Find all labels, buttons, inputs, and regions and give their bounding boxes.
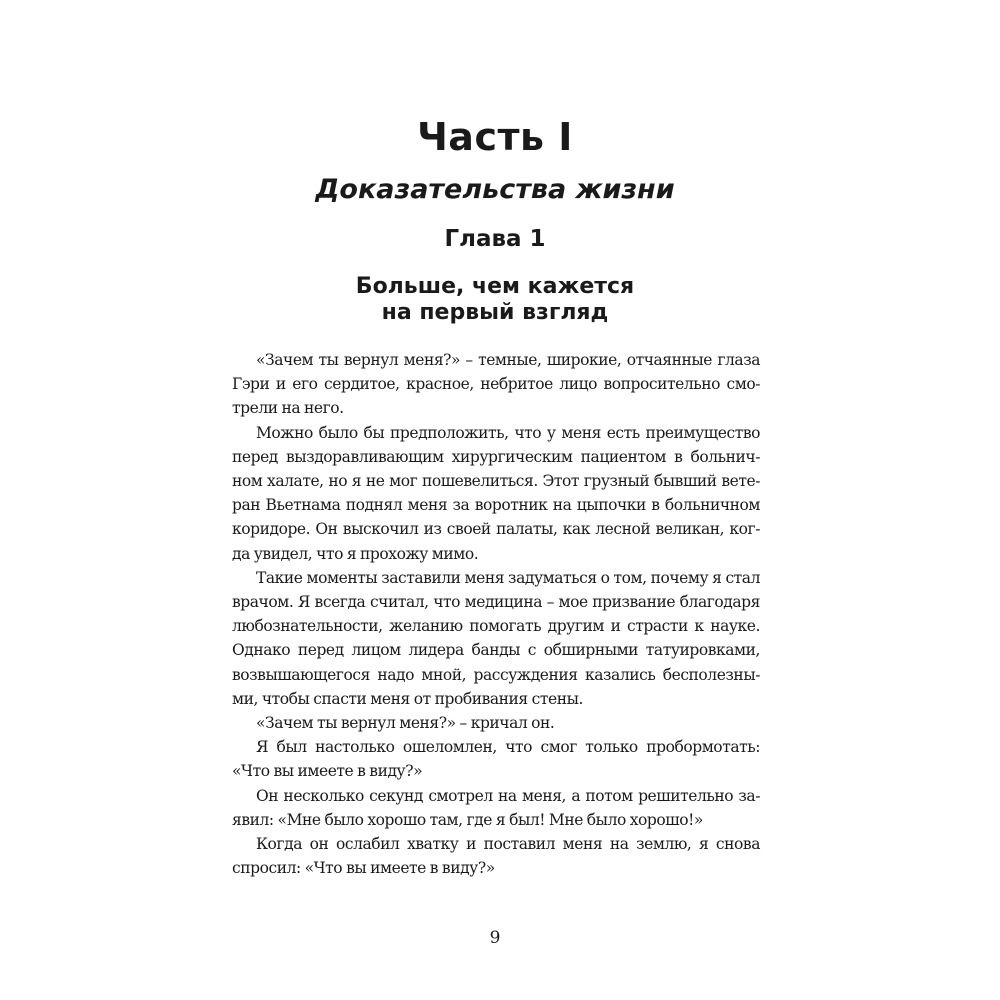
page-number: 9 [489, 928, 501, 948]
paragraph [232, 421, 760, 566]
paragraph [232, 735, 760, 783]
text-line: трели на него. [232, 399, 344, 418]
text-line: перед выздоравливающим хирургическим пациентом в больнич- [232, 447, 760, 466]
chapter-number: Глава 1 [444, 226, 546, 252]
text-line: возвышающегося надо мной, рассуждения казались бесполезны- [232, 665, 760, 684]
text-line: «Зачем ты вернул меня?» – темные, широкие, отчаянные глаза [256, 351, 760, 369]
body-text [232, 348, 760, 880]
paragraph [232, 711, 760, 735]
chapter-title [0, 274, 990, 326]
part-subtitle: Доказательства жизни [315, 174, 675, 205]
text-line: Когда он ослабил хватку и поставил меня на землю, я снова [256, 835, 760, 854]
paragraph [232, 784, 760, 832]
text-line: ран Вьетнама поднял меня за воротник на цыпочки в больничном [232, 496, 760, 515]
text-line: да увидел, что я прохожу мимо. [232, 544, 479, 563]
text-line: спросил: «Что вы имеете в виду?» [232, 859, 495, 878]
part-title: Часть I [417, 115, 573, 159]
text-line: любознательности, желанию помогать другим и страсти к науке. [232, 617, 760, 636]
text-line: Однако перед лицом лидера банды с обширными татуировками, [232, 641, 760, 660]
text-line: явил: «Мне было хорошо там, где я был! Мне было хорошо!» [232, 810, 703, 829]
text-line: врачом. Я всегда считал, что медицина – мое призвание благодаря [232, 593, 760, 612]
text-line: Можно было бы предположить, что у меня есть преимущество [256, 423, 760, 442]
paragraph [232, 348, 760, 421]
paragraph [232, 566, 760, 711]
text-line: Я был настолько ошеломлен, что смог только пробормотать: [256, 738, 760, 757]
text-line: ном халате, но я не мог пошевелиться. Этот грузный бывший вете- [232, 472, 760, 491]
text-line: коридоре. Он выскочил из своей палаты, как лесной великан, ког- [232, 520, 760, 539]
text-line: ми, чтобы спасти меня от пробивания стены. [232, 689, 583, 708]
text-line: Он несколько секунд смотрел на меня, а потом решительно за- [256, 786, 760, 805]
text-line: «Что вы имеете в виду?» [232, 762, 423, 781]
text-line: Такие моменты заставили меня задуматься о том, почему я стал [256, 568, 760, 587]
paragraph [232, 832, 760, 880]
chapter-title-line: на первый взгляд [381, 300, 609, 325]
text-line: Гэри и его сердитое, красное, небритое лицо вопросительно смо- [232, 375, 760, 394]
chapter-title-line: Больше, чем кажется [355, 274, 635, 299]
text-line: «Зачем ты вернул меня?» – кричал он. [256, 714, 555, 733]
